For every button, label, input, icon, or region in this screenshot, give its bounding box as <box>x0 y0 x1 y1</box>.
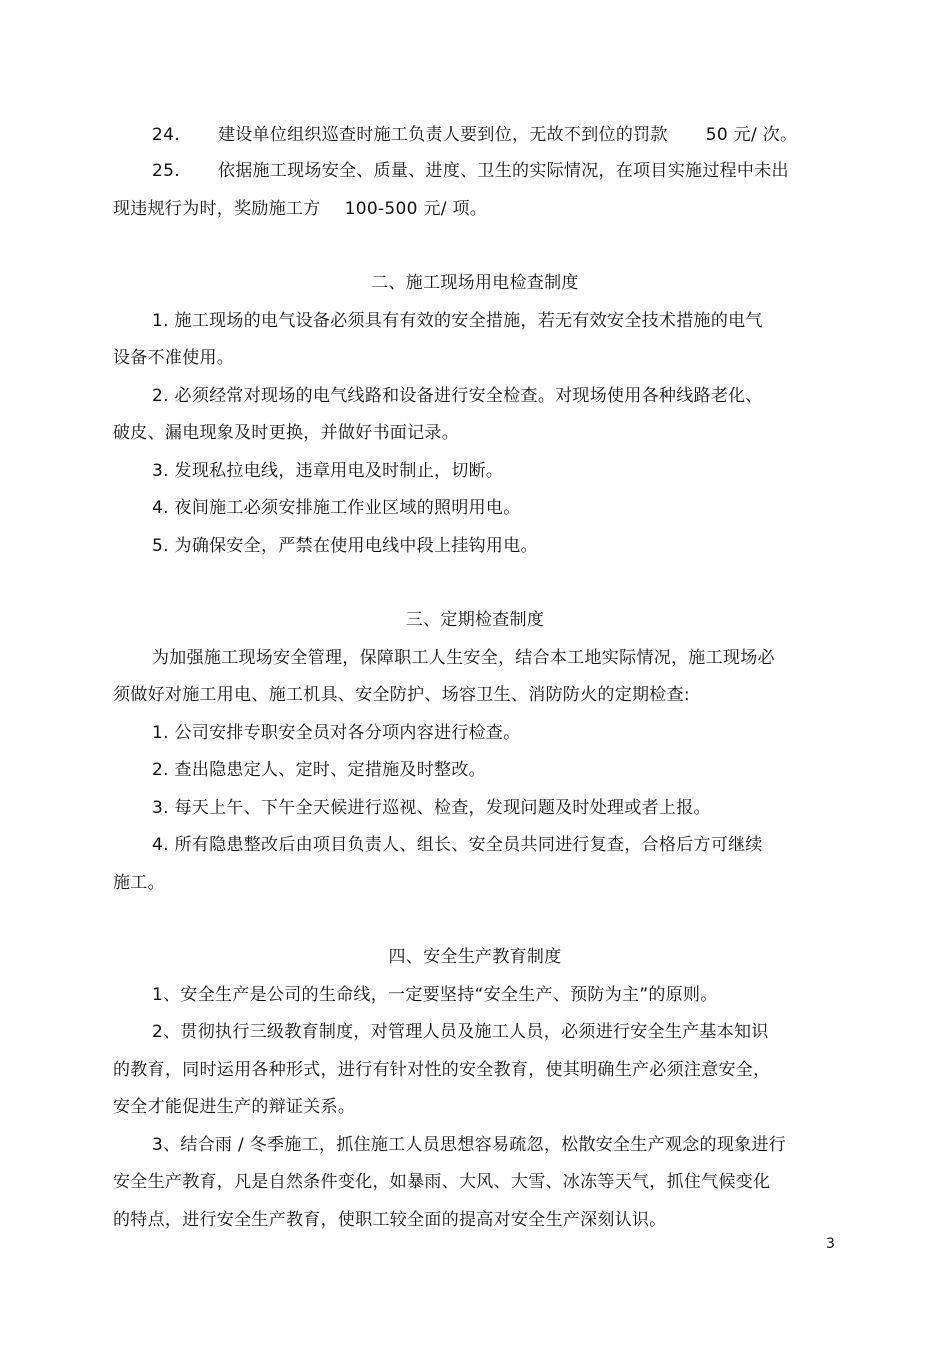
electric-item-4: 4. 夜间施工必须安排施工作业区域的照明用电。 <box>152 498 521 518</box>
item-25-line-2 <box>113 197 487 221</box>
item-25-number: 25. <box>152 161 180 181</box>
education-item-3-line-2: 安全生产教育，凡是自然条件变化，如暴雨、大风、大雪、冰冻等天气，抓住气候变化 <box>113 1172 771 1192</box>
regular-item-4-line-2: 施工。 <box>113 873 165 893</box>
page-number: 3 <box>826 1236 835 1252</box>
regular-item-4-line-1: 4. 所有隐患整改后由项目负责人、组长、安全员共同进行复查，合格后方可继续 <box>152 835 763 855</box>
item-24-text: 建设单位组织巡查时施工负责人要到位，无故不到位的罚款 <box>217 125 668 145</box>
item-24-amount: 50 元/ 次。 <box>705 125 798 145</box>
item-25-reward: 100-500 元/ 项。 <box>344 199 488 219</box>
regular-intro-line-2: 须做好对施工用电、施工机具、安全防护、场容卫生、消防防火的定期检查: <box>113 685 690 705</box>
education-item-2-line-2: 的教育，同时运用各种形式，进行有针对性的安全教育，使其明确生产必须注意安全， <box>113 1060 771 1080</box>
electric-item-1-line-1: 1. 施工现场的电气设备必须具有有效的安全措施，若无有效安全技术措施的电气 <box>152 311 763 331</box>
electric-item-3: 3. 发现私拉电线，违章用电及时制止，切断。 <box>152 461 504 481</box>
regular-item-3: 3. 每天上午、下午全天候进行巡视、检查，发现问题及时处理或者上报。 <box>152 798 711 818</box>
item-24-number: 24. <box>152 125 180 145</box>
section-title-education: 四、安全生产教育制度 <box>388 947 562 967</box>
education-item-1: 1、安全生产是公司的生命线，一定要坚持“安全生产、预防为主”的原则。 <box>152 985 718 1005</box>
electric-item-5: 5. 为确保安全，严禁在使用电线中段上挂钩用电。 <box>152 536 538 556</box>
electric-item-2-line-1: 2. 必须经常对现场的电气线路和设备进行安全检查。对现场使用各种线路老化、 <box>152 386 763 406</box>
education-item-2-line-1: 2、贯彻执行三级教育制度，对管理人员及施工人员，必须进行安全生产基本知识 <box>152 1022 769 1042</box>
electric-item-2-line-2: 破皮、漏电现象及时更换，并做好书面记录。 <box>113 423 459 443</box>
education-item-3-line-1: 3、结合雨 / 冬季施工，抓住施工人员思想容易疏忽，松散安全生产观念的现象进行 <box>152 1135 787 1155</box>
regular-item-1: 1. 公司安排专职安全员对各分项内容进行检查。 <box>152 723 521 743</box>
regular-intro-line-1: 为加强施工现场安全管理，保障职工人生安全，结合本工地实际情况，施工现场必 <box>152 648 775 668</box>
section-title-regular: 三、定期检查制度 <box>405 610 545 630</box>
electric-item-1-line-2: 设备不准使用。 <box>113 348 235 368</box>
education-item-2-line-3: 安全才能促进生产的辩证关系。 <box>113 1097 356 1117</box>
section-title-electric: 二、施工现场用电检查制度 <box>371 273 579 293</box>
item-25-text: 依据施工现场安全、质量、进度、卫生的实际情况，在项目实施过程中未出 <box>217 161 789 181</box>
education-item-3-line-3: 的特点，进行安全生产教育，使职工较全面的提高对安全生产深刻认识。 <box>113 1210 667 1230</box>
item-25-text-2a: 现违规行为时，奖励施工方 <box>113 199 321 219</box>
item-24 <box>152 123 797 147</box>
regular-item-2: 2. 查出隐患定人、定时、定措施及时整改。 <box>152 760 486 780</box>
item-25-line-1 <box>152 159 789 183</box>
